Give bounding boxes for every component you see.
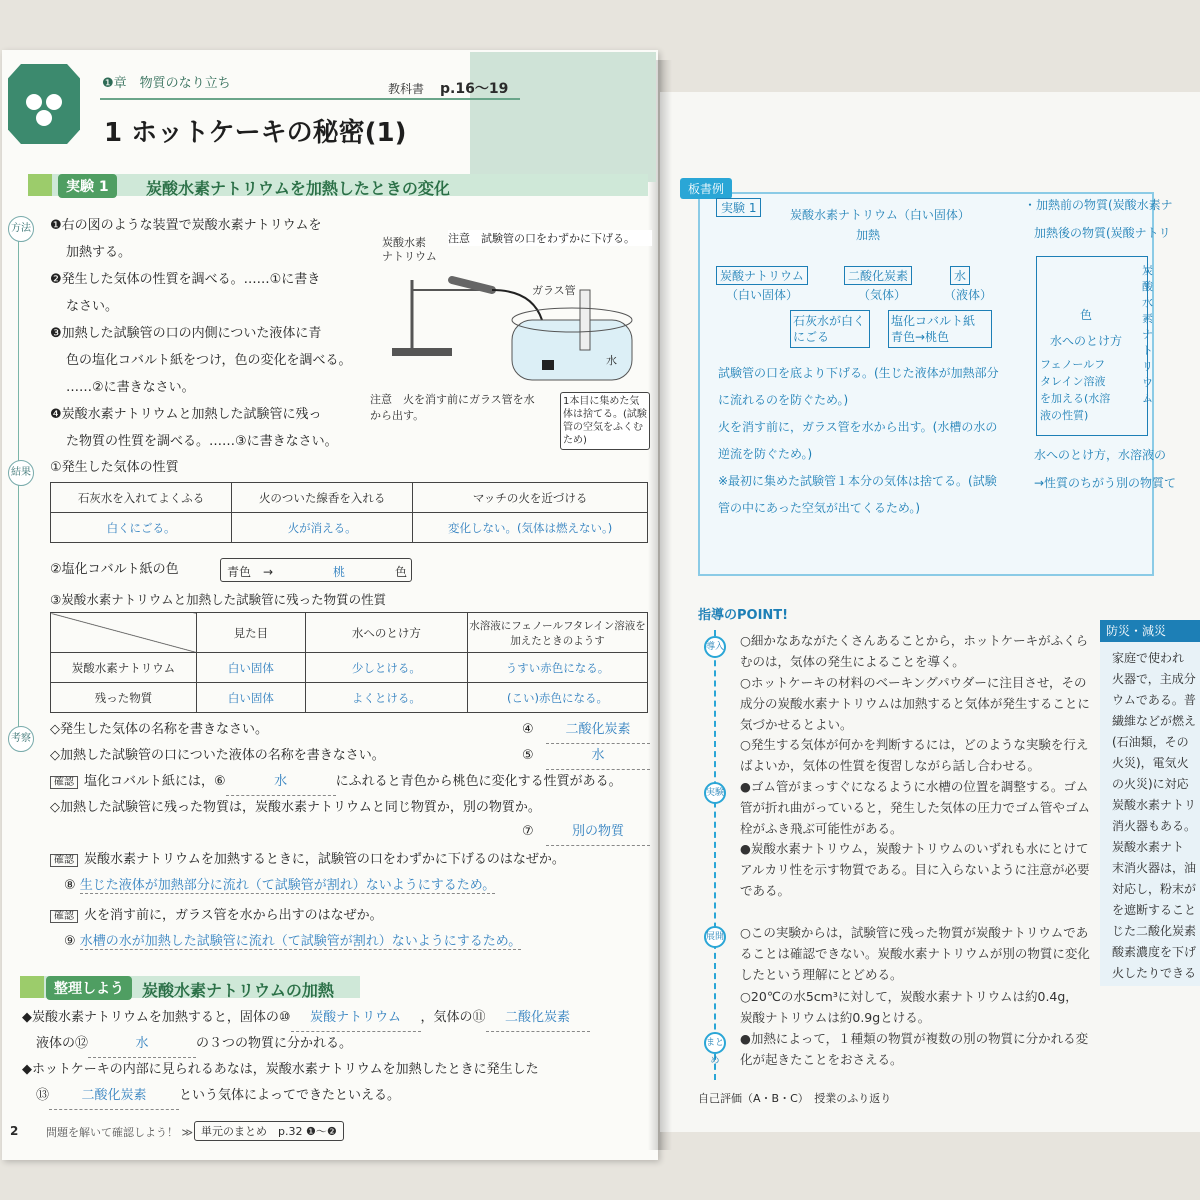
point-item: ○ホットケーキの材料のベーキングパウダーに注目させ，その成分の炭酸水素ナトリウムは加熱すると気体が発生することに気づかせるとよい。: [740, 675, 1090, 732]
consider-q8: [50, 846, 565, 874]
bosai-line: じた二酸化炭素: [1112, 924, 1197, 938]
bosai-line: 末消火器は，油: [1112, 861, 1197, 875]
chapter-label: ❶章 物質のなり立ち: [102, 76, 231, 91]
q2-suffix: 色: [395, 565, 408, 579]
q3-header: 水溶液にフェノールフタレイン溶液を加えたときのようす: [468, 613, 648, 653]
point-item: ○細かなあながたくさんあることから，ホットケーキがふくらむのは，気体の発生によることを導く。: [740, 633, 1089, 669]
bosai-line: 繊維などが燃え: [1112, 714, 1197, 728]
bosai-line: 火災)，電気火: [1112, 756, 1189, 770]
bosai-line: (石油類，その: [1112, 735, 1189, 749]
num-8: ⑧: [64, 878, 76, 893]
q2-from: 青色 →: [227, 565, 274, 579]
consider-q4: ◇発生した気体の名称を書きなさい。: [50, 722, 268, 737]
consider-label: 考察: [8, 726, 34, 752]
step-line: ❶右の図のような装置で炭酸水素ナトリウムを: [50, 218, 322, 233]
q6-text-a: 塩化コバルト紙には，⑥: [84, 774, 226, 789]
q1-answer: 火が消える。: [232, 513, 413, 543]
q1-header: 火のついた線香を入れる: [232, 483, 413, 513]
textbook-pages: p.16～19: [440, 81, 509, 97]
q3-cell: うすい赤色になる。: [468, 653, 648, 683]
answer-9: 水槽の水が加熱した試験管に流れ（て試験管が割れ）ないようにするため。: [79, 934, 522, 949]
num-4: ④: [522, 722, 534, 737]
num-7: ⑦: [522, 824, 534, 839]
q3-title: ③炭酸水素ナトリウムと加熱した試験管に残った物質の性質: [50, 592, 387, 607]
bosai-line: 対応し，粉末が: [1112, 882, 1197, 896]
board-top: 炭酸水素ナトリウム（白い固体）: [790, 208, 970, 222]
q3-cell: 白い固体: [197, 683, 306, 713]
step-line: 色の塩化コバルト紙をつけ，色の変化を調べる。: [66, 353, 352, 368]
step-line: なさい。: [66, 299, 119, 314]
q3-cell: (こい)赤色になる。: [468, 683, 648, 713]
point-line: [714, 630, 716, 1080]
board-right-1: ・加熱前の物質(炭酸水素ナ: [1024, 198, 1173, 212]
answer-6: 水: [226, 768, 336, 796]
q8-text: 炭酸水素ナトリウムを加熱するときに，試験管の口をわずかに下げるのはなぜか。: [84, 852, 565, 867]
q1-table: [50, 482, 648, 543]
point-item: ○発生する気体が何かを判断するには，どのような実験を行えばよいか，気体の性質を復習しながら話し合わせる。: [740, 737, 1089, 773]
bosai-line: を遮断すること: [1112, 903, 1197, 917]
point-item: ●炭酸水素ナトリウム，炭酸ナトリウムのいずれも水にとけてアルカリ性を示す物質である。目に入らないように注意が必要である。: [740, 841, 1090, 898]
step-line: ……②に書きなさい。: [66, 380, 195, 395]
diagram-label-glass: ガラス管: [532, 284, 576, 297]
experiment-tag: 実験 1: [58, 174, 117, 198]
q1-answer: 変化しない。(気体は燃えない。): [413, 513, 648, 543]
board-right-2: 加熱後の物質(炭酸ナトリ: [1034, 226, 1171, 240]
board-test-1: 石灰水が白くにごる: [790, 310, 870, 348]
q3-corner: [51, 613, 197, 653]
check-badge: 確認: [50, 910, 78, 923]
answer-13: 二酸化炭素: [49, 1082, 179, 1110]
board-note-2: 火を消す前に，ガラス管を水から出す。(水槽の水の逆流を防ぐため。): [718, 420, 998, 461]
board-table-c: フェノールフタレイン溶液を加える(水溶液の性質): [1040, 358, 1111, 422]
consider-q6: [50, 768, 622, 796]
bosai-text: [1112, 648, 1200, 984]
diagram-note: 1本目に集めた気体は捨てる。(試験管の空気をふくむため): [560, 392, 650, 450]
answer-4: 二酸化炭素: [546, 716, 650, 744]
textbook-label: 教科書: [388, 82, 425, 96]
diagram-label-water: 水: [606, 354, 617, 367]
answer-7: 別の物質: [546, 818, 650, 846]
q9-text: 火を消す前に，ガラス管を水から出すのはなぜか。: [84, 908, 383, 923]
page-number: 2: [10, 1124, 19, 1138]
bosai-line: 消火器もある。: [1112, 819, 1197, 833]
q3-header: 見た目: [197, 613, 306, 653]
bosai-line: ウムである。普: [1112, 693, 1196, 707]
board-right-4: →性質のちがう別の物質て: [1034, 476, 1177, 490]
step-line: た物質の性質を調べる。……③に書きなさい。: [66, 434, 338, 449]
answer-11: 二酸化炭素: [486, 1004, 590, 1032]
caution-1: 注意 試験管の口をわずかに下げる。: [448, 230, 652, 246]
method-label: 方法: [8, 216, 34, 242]
summary-tag: 整理しよう: [46, 976, 132, 1000]
summary-text: ◆炭酸水素ナトリウムを加熱すると，固体の⑩: [22, 1010, 291, 1025]
step-line: ❷発生した気体の性質を調べる。……①に書き: [50, 272, 321, 287]
board-state-1: （白い固体）: [726, 288, 799, 302]
check-badge: 確認: [50, 854, 78, 867]
q1-answer: 白くにごる。: [51, 513, 232, 543]
board-note-3: ※最初に集めた試験管１本分の気体は捨てる。(試験管の中にあった空気が出てくるため。): [718, 474, 997, 515]
q6-text-b: にふれると青色から桃色に変化する性質がある。: [335, 774, 622, 789]
answer-12: 水: [88, 1030, 196, 1058]
step-line: ❸加熱した試験管の口の内側についた液体に青: [50, 326, 322, 341]
step-line: ❹炭酸水素ナトリウムと加熱した試験管に残っ: [50, 407, 322, 422]
bosai-line: 酸素濃度を下げ: [1112, 945, 1197, 959]
answer-5: 水: [546, 742, 650, 770]
header-rule: [100, 98, 520, 100]
label-dev: 展開: [704, 926, 726, 948]
label-intro: 導入: [704, 636, 726, 658]
q3-cell: よくとける。: [305, 683, 467, 713]
check-badge: 確認: [50, 776, 78, 789]
chapter-icon: [8, 64, 80, 144]
experiment-title: 炭酸水素ナトリウムを加熱したときの変化: [146, 179, 450, 198]
label-summary: まとめ: [704, 1032, 726, 1054]
summary-text: 液体の⑫: [36, 1036, 89, 1051]
board-tag: 板書例: [680, 178, 732, 199]
point-item: ○20℃の水5cm³に対して，炭酸水素ナトリウムは約0.4g，炭酸ナトリウムは約0.9gとける。: [740, 989, 1078, 1025]
summary-title: 炭酸水素ナトリウムの加熱: [142, 981, 334, 1000]
board-product-1: 炭酸ナトリウム: [716, 266, 808, 285]
bosai-line: 火したりできる: [1112, 966, 1197, 980]
consider-q9: [50, 902, 383, 930]
summary-line-2: [36, 1030, 352, 1058]
caution-2: 注意 火を消す前にガラス管を水から出す。: [370, 393, 535, 422]
q2-title: ②塩化コバルト紙の色: [50, 562, 179, 577]
consider-q5: ◇加熱した試験管の口についた液体の名称を書きなさい。: [50, 748, 385, 763]
num-5: ⑤: [522, 748, 534, 763]
footer-text: 問題を解いて確認しよう！ ≫: [46, 1126, 194, 1139]
board-test-2: 塩化コバルト紙 青色→桃色: [888, 310, 992, 348]
step-line: 加熱する。: [66, 245, 132, 260]
summary-text: という気体によってできたといえる。: [179, 1088, 401, 1103]
point-title: 指導のPOINT!: [698, 608, 789, 623]
result-label: 結果: [8, 460, 34, 486]
bosai-line: の火災)に対応: [1112, 777, 1189, 791]
consider-q7: ◇加熱した試験管に残った物質は，炭酸水素ナトリウムと同じ物質か，別の物質か。: [50, 800, 541, 815]
bosai-line: 炭酸水素ナトリ: [1112, 798, 1197, 812]
diagram-label-substance: 炭酸水素: [382, 236, 426, 249]
summary-line-3: ◆ホットケーキの内部に見られるあなは，炭酸水素ナトリウムを加熱したときに発生した: [22, 1062, 539, 1077]
board-exp: 実験 1: [716, 198, 761, 217]
point-item: ○この実験からは，試験管に残った物質が炭酸ナトリウムであることは確認できない。炭酸水素ナトリウムが別の物質に変化したという理解にとどめる。: [740, 925, 1090, 982]
summary-line-4: [36, 1082, 400, 1110]
q3-row-label: 炭酸水素ナトリウム: [51, 653, 197, 683]
num-13: ⑬: [36, 1088, 50, 1103]
diagram-label-substance: ナトリウム: [382, 250, 437, 263]
num-9: ⑨: [64, 934, 76, 949]
q2-answer: 桃: [333, 565, 346, 579]
answer-10: 炭酸ナトリウム: [291, 1004, 421, 1032]
board-table-h: 炭酸水素ナトリウム: [1142, 264, 1153, 405]
self-eval: 自己評価（A・B・C） 授業のふり返り: [698, 1092, 892, 1105]
q3-header: 水へのとけ方: [305, 613, 467, 653]
point-item: ●加熱によって，１種類の物質が複数の別の物質に分かれる変化が起きたことをおさえる。: [740, 1031, 1089, 1067]
q2-box: [220, 558, 412, 582]
page-title: 1 ホットケーキの秘密(1): [104, 118, 407, 148]
board-heat: 加熱: [856, 228, 881, 242]
bosai-line: 火器で，主成分: [1112, 672, 1196, 686]
method-steps: [50, 212, 370, 455]
summary-line-1: [22, 1004, 590, 1032]
point-item: ●ゴム管がまっすぐになるように水槽の位置を調整する。ゴム管が折れ曲がっていると，発生した気体の圧力でゴム管やゴム栓がふき飛ぶ可能性がある。: [740, 779, 1091, 836]
consider-a9: [64, 928, 650, 955]
q3-row-label: 残った物質: [51, 683, 197, 713]
board-state-2: （気体）: [858, 288, 907, 302]
bosai-title: 防災・減災: [1100, 620, 1200, 642]
label-exp: 実験: [704, 782, 726, 804]
board-table-c: 水へのとけ方: [1050, 334, 1123, 348]
board-table-c: 色: [1080, 308, 1093, 322]
q3-cell: 白い固体: [197, 653, 306, 683]
q1-header: 石灰水を入れてよくふる: [51, 483, 232, 513]
bosai-line: 家庭で使われ: [1112, 651, 1185, 665]
q3-cell: 少しとける。: [305, 653, 467, 683]
board-product-2: 二酸化炭素: [844, 266, 912, 285]
board-state-3: （液体）: [944, 288, 993, 302]
q1-title: ①発生した気体の性質: [50, 460, 179, 475]
header-band: [470, 52, 656, 182]
board-right-3: 水へのとけ方，水溶液の: [1034, 448, 1167, 462]
summary-text: の３つの物質に分かれる。: [196, 1036, 353, 1051]
footer-unit: 単元のまとめ p.32 ❶～❷: [194, 1121, 344, 1141]
q3-table: [50, 612, 648, 713]
q1-header: マッチの火を近づける: [413, 483, 648, 513]
consider-a8: [64, 872, 650, 899]
bosai-line: 炭酸水素ナト: [1112, 840, 1185, 854]
board-product-3: 水: [950, 266, 970, 285]
board-note-1: 試験管の口を底より下げる。(生じた液体が加熱部分に流れるのを防ぐため。): [718, 366, 999, 407]
answer-8: 生じた液体が加熱部分に流れ（て試験管が割れ）ないようにするため。: [79, 878, 496, 893]
summary-text: ，気体の⑪: [420, 1010, 486, 1025]
